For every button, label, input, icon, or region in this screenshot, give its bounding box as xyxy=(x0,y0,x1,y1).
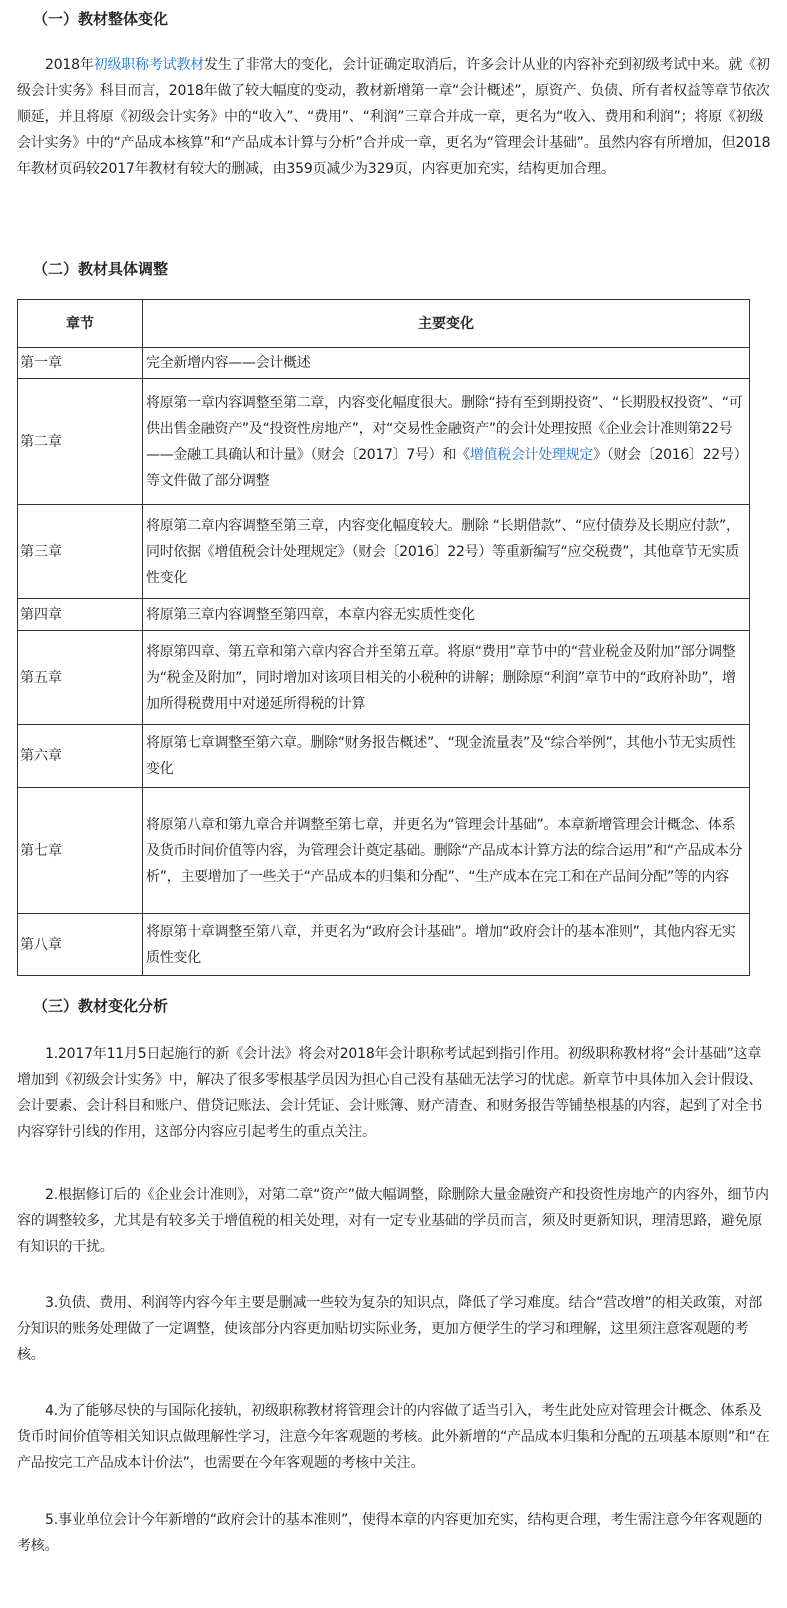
header-change: 主要变化 xyxy=(143,300,750,348)
change-text: 》（财会〔2016〕22号）等文件做了部分调整 xyxy=(146,446,741,489)
table-row xyxy=(18,599,750,631)
change-text: 将原第二章内容调整至第三章，内容变化幅度较大。删除 “长期借款”、“应付债券及长期应付款”，同时依据《增值税会计处理规定》（财会〔2016〕22号）等重新编写“应交税费”，其他章节无实质性变化 xyxy=(146,517,740,586)
chapter-cell: 第二章 xyxy=(18,379,143,505)
regulation-link[interactable]: 增值税会计处理规定 xyxy=(469,446,594,463)
section1-heading: （一）教材整体变化 xyxy=(33,10,169,28)
analysis-paragraph-2: 2.根据修订后的《企业会计准则》，对第二章“资产”做大幅调整，除删除大量金融资产和投资性房地产的内容外，细节内容的调整较多，尤其是有较多关于增值税的相关处理，对有一定专业基础的学员而言，须及时更新知识，理清思路，避免原有知识的干扰。 xyxy=(17,1187,769,1255)
table-row xyxy=(18,788,750,914)
change-text: 将原第四章、第五章和第六章内容合并至第五章。将原“费用”章节中的“营业税金及附加”部分调整为“税金及附加”，同时增加对该项目相关的小税种的讲解；删除原“利润”章节中的“政府补助”，增加所得税费用中对递延所得税的计算 xyxy=(146,643,736,712)
change-text: 将原第七章调整至第六章。删除“财务报告概述”、“现金流量表”及“综合举例”，其他小节无实质性变化 xyxy=(146,735,736,777)
change-cell xyxy=(143,788,750,914)
para-text: 发生了非常大的变化，会计证确定取消后，许多会计从业的内容补充到初级考试中来。就《初级会计实务》科目而言，2018年做了较大幅度的变动，教材新增第一章“会计概述”，原资产、负债、所有者权益等章节依次顺延，并且将原《初级会计实务》中的“收入”、“费用”、“利润”三章合并成一章，更名为“收入、费用和利润”；将原《初级会计实务》中的“产品成本核算”和“产品成本计算与分析”合并成一章，更名为“管理会计基础”。虽然内容有所增加，但2018年教材页码较2017年教材有较大的删减，由359页减少为329页，内容更加充实，结构更加合理。 xyxy=(17,57,771,177)
chapter-cell: 第六章 xyxy=(18,725,143,788)
analysis-paragraph-1: 1.2017年11月5日起施行的新《会计法》将会对2018年会计职称考试起到指引作用。初级职称教材将“会计基础”这章增加到《初级会计实务》中，解决了很多零根基学员因为担心自己没有基础无法学习的忧虑。新章节中具体加入会计假设、会计要素、会计科目和账户、借贷记账法、会计凭证、会计账簿、财产清查、和财务报告等铺垫根基的内容，起到了对全书内容穿针引线的作用，这部分内容应引起考生的重点关注。 xyxy=(17,1046,763,1140)
chapter-cell: 第七章 xyxy=(18,788,143,914)
section1-paragraph xyxy=(17,52,771,182)
table-row xyxy=(18,631,750,725)
change-cell xyxy=(143,379,750,505)
change-text: 将原第一章内容调整至第二章，内容变化幅度很大。删除“持有至到期投资”、“长期股权投资”、“可供出售金融资产”及“投资性房地产”，对“交易性金融资产”的会计处理按照《企业会计准则第22号——金融工具确认和计量》（财会〔2017〕7号）和《 xyxy=(146,394,743,463)
chapter-cell: 第四章 xyxy=(18,599,143,631)
table-row xyxy=(18,914,750,976)
change-cell xyxy=(143,631,750,725)
table-body xyxy=(18,348,750,976)
change-text: 将原第八章和第九章合并调整至第七章，并更名为“管理会计基础”。本章新增管理会计概念、体系及货币时间价值等内容，为管理会计奠定基础。删除“产品成本计算方法的综合运用”和“产品成本分析”，主要增加了一些关于“产品成本的归集和分配”、“生产成本在完工和在产品间分配”等的内容 xyxy=(146,816,743,885)
change-cell xyxy=(143,725,750,788)
change-text: 将原第十章调整至第八章，并更名为“政府会计基础”。增加“政府会计的基本准则”，其他内容无实质性变化 xyxy=(146,923,736,966)
change-cell xyxy=(143,914,750,976)
table-header-row xyxy=(18,300,750,348)
chapter-cell: 第八章 xyxy=(18,914,143,976)
chapter-cell: 第一章 xyxy=(18,348,143,379)
change-cell xyxy=(143,505,750,599)
section2-heading: （二）教材具体调整 xyxy=(33,260,169,278)
change-cell xyxy=(143,599,750,631)
analysis-paragraph-3: 3.负债、费用、利润等内容今年主要是删减一些较为复杂的知识点，降低了学习难度。结合“营改增”的相关政策，对部分知识的账务处理做了一定调整，使该部分内容更加贴切实际业务，更加方便学生的学习和理解，这里须注意客观题的考核。 xyxy=(17,1295,763,1363)
header-chapter: 章节 xyxy=(18,300,143,348)
table-row xyxy=(18,379,750,505)
change-text: 将原第三章内容调整至第四章，本章内容无实质性变化 xyxy=(146,606,475,623)
analysis-paragraph-5: 5.事业单位会计今年新增的“政府会计的基本准则”，使得本章的内容更加充实，结构更合理，考生需注意今年客观题的考核。 xyxy=(17,1512,763,1554)
section3-heading: （三）教材变化分析 xyxy=(33,997,169,1015)
chapter-cell: 第三章 xyxy=(18,505,143,599)
change-text: 完全新增内容——会计概述 xyxy=(146,355,311,371)
textbook-link[interactable]: 初级职称考试教材 xyxy=(93,57,205,73)
analysis-paragraph-4: 4.为了能够尽快的与国际化接轨，初级职称教材将管理会计的内容做了适当引入，考生此处应对管理会计概念、体系及货币时间价值等相关知识点做理解性学习，注意今年客观题的考核。此外新增的“产品成本归集和分配的五项基本原则”和“在产品按完工产品成本计价法”，也需要在今年客观题的考核中关注。 xyxy=(17,1403,770,1471)
para-text: 2018年 xyxy=(45,57,94,73)
changes-table xyxy=(17,299,750,976)
table-row xyxy=(18,505,750,599)
change-cell xyxy=(143,348,750,379)
table-row xyxy=(18,725,750,788)
chapter-cell: 第五章 xyxy=(18,631,143,725)
table-row xyxy=(18,348,750,379)
